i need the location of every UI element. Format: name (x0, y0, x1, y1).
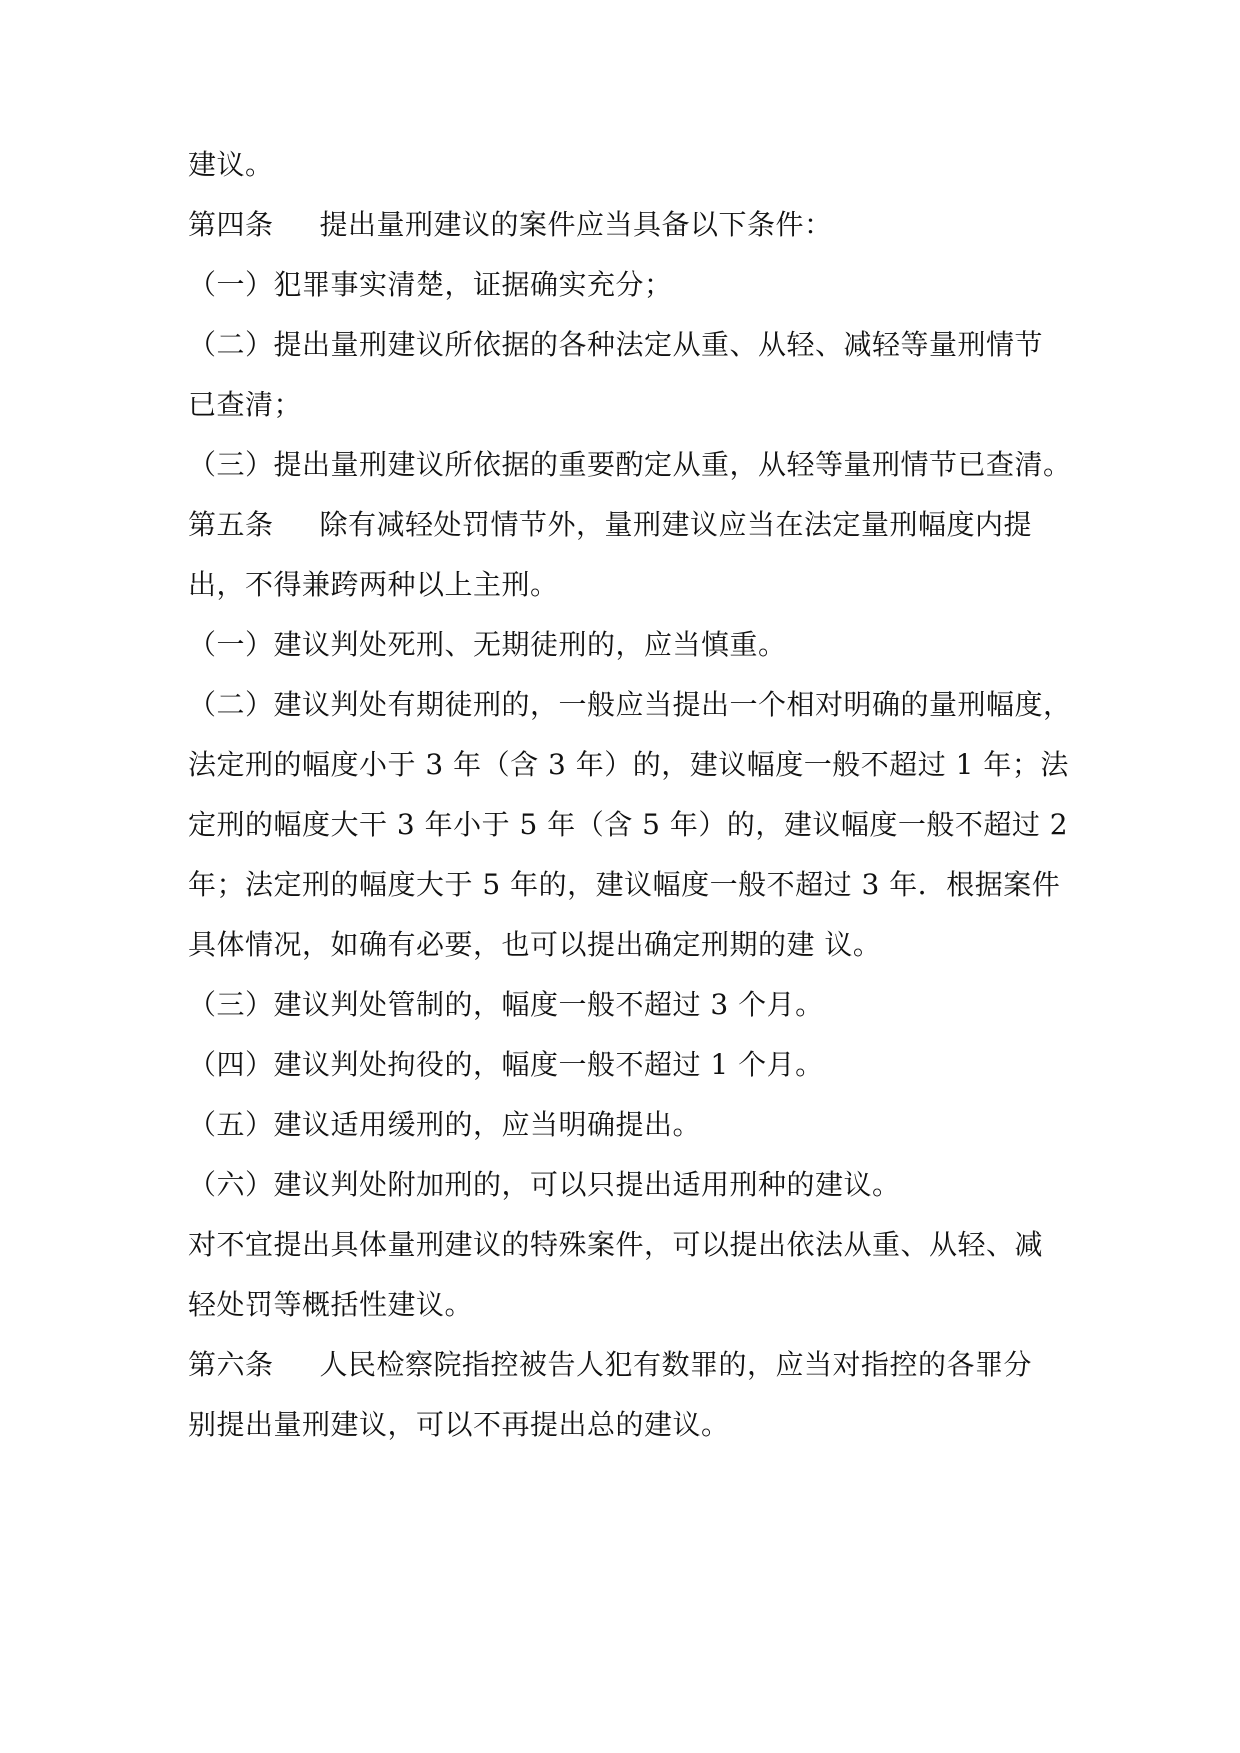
text-line (188, 805, 1068, 845)
article-text: 除有减轻处罚情节外，量刑建议应当在法定量刑幅度内提 (319, 508, 1033, 541)
text-line (188, 1405, 1068, 1445)
text-span: （一）犯罪事实清楚，证据确实充分； (188, 268, 673, 301)
text-span: 已查清； (188, 388, 303, 421)
text-span: 年；法定刑的幅度大于 5 年的，建议幅度一般不超过 3 年．根据案件 (188, 868, 1061, 901)
text-line (188, 445, 1072, 485)
article-4-heading-line (188, 205, 1068, 245)
text-span: （二）提出量刑建议所依据的各种法定从重、从轻、减轻等量刑情节 (188, 328, 1044, 361)
text-line (188, 1285, 1068, 1325)
text-span: （四）建议判处拘役的，幅度一般不超过 1 个月。 (188, 1048, 824, 1081)
text-span: （二）建议判处有期徒刑的，一般应当提出一个相对明确的量刑幅度， (188, 688, 1072, 721)
text-line (188, 145, 1068, 185)
text-line (188, 265, 1068, 305)
text-line (188, 1225, 1068, 1265)
article-number: 第六条 (188, 1348, 274, 1381)
text-span: 轻处罚等概括性建议。 (188, 1288, 474, 1321)
text-span: （六）建议判处附加刑的，可以只提出适用刑种的建议。 (188, 1168, 901, 1201)
text-line (188, 925, 1068, 965)
text-span: （一）建议判处死刑、无期徒刑的，应当慎重。 (188, 628, 787, 661)
text-span: （三）提出量刑建议所依据的重要酌定从重，从轻等量刑情节已查清。 (188, 448, 1072, 481)
text-line (188, 1105, 1068, 1145)
text-span: （五）建议适用缓刑的，应当明确提出。 (188, 1108, 702, 1141)
text-line (188, 865, 1068, 905)
article-text: 提出量刑建议的案件应当具备以下条件： (319, 208, 833, 241)
text-line (188, 1045, 1068, 1085)
text-line (188, 745, 1068, 785)
text-span: （三）建议判处管制的，幅度一般不超过 3 个月。 (188, 988, 824, 1021)
text-span: 建议。 (188, 148, 274, 181)
text-line (188, 685, 1072, 725)
article-5-heading-line (188, 505, 1068, 545)
text-line (188, 385, 1068, 425)
text-span: 法定刑的幅度小于 3 年（含 3 年）的，建议幅度一般不超过 1 年；法 (188, 748, 1069, 781)
article-6-heading-line (188, 1345, 1068, 1385)
text-span: 定刑的幅度大干 3 年小于 5 年（含 5 年）的，建议幅度一般不超过 2 (188, 808, 1069, 841)
text-line (188, 1165, 1068, 1205)
text-line (188, 565, 1068, 605)
text-span: 别提出量刑建议，可以不再提出总的建议。 (188, 1408, 730, 1441)
article-text: 人民检察院指控被告人犯有数罪的，应当对指控的各罪分 (319, 1348, 1033, 1381)
article-number: 第四条 (188, 208, 274, 241)
text-span: 对不宜提出具体量刑建议的特殊案件，可以提出依法从重、从轻、减 (188, 1228, 1044, 1261)
text-line (188, 325, 1068, 365)
text-span: 具体情况，如确有必要，也可以提出确定刑期的建 议。 (188, 928, 882, 961)
text-line (188, 985, 1068, 1025)
text-span: 出，不得兼跨两种以上主刑。 (188, 568, 559, 601)
article-number: 第五条 (188, 508, 274, 541)
text-line (188, 625, 1068, 665)
